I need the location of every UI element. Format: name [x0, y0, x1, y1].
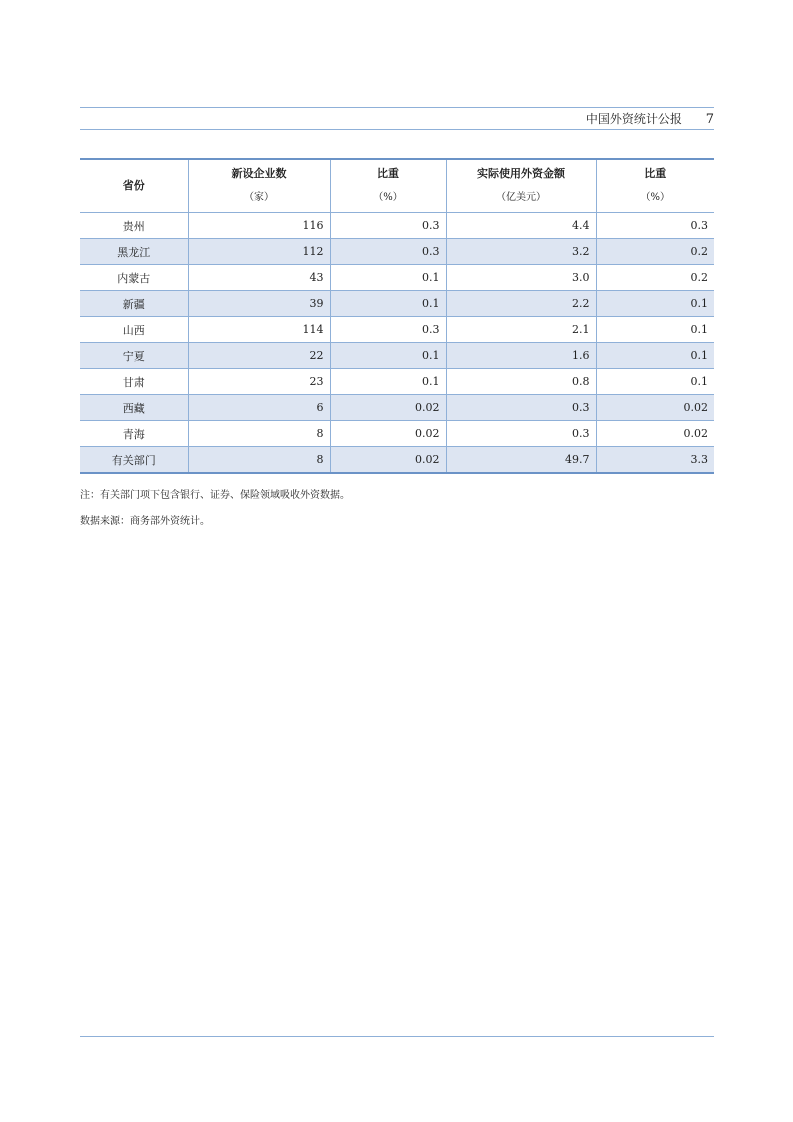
enterprise-share-cell: 0.02: [330, 395, 446, 421]
table-row: [80, 265, 714, 291]
column-header: [188, 159, 330, 213]
fdi-amount-cell: 3.2: [446, 239, 596, 265]
table-row: [80, 317, 714, 343]
column-header: [330, 159, 446, 213]
column-header-label: 比重: [377, 167, 399, 180]
column-header: [446, 159, 596, 213]
new-enterprises-cell: 116: [188, 213, 330, 239]
fdi-amount-cell: 0.3: [446, 395, 596, 421]
column-header-unit: （家）: [244, 192, 274, 203]
enterprise-share-cell: 0.1: [330, 291, 446, 317]
table-row: [80, 343, 714, 369]
fdi-amount-cell: 2.1: [446, 317, 596, 343]
enterprise-share-cell: 0.1: [330, 265, 446, 291]
column-header-unit: （亿美元）: [496, 192, 546, 203]
column-header-unit: （%）: [640, 192, 670, 203]
enterprise-share-cell: 0.1: [330, 343, 446, 369]
column-header: [596, 159, 714, 213]
province-cell: 甘肃: [80, 369, 188, 395]
fdi-share-cell: 3.3: [596, 447, 714, 474]
fdi-share-cell: 0.1: [596, 343, 714, 369]
fdi-share-cell: 0.1: [596, 369, 714, 395]
report-title: 中国外资统计公报: [585, 112, 682, 126]
column-header-label: 省份: [122, 179, 145, 192]
footer-rule: [80, 1036, 714, 1037]
new-enterprises-cell: 6: [188, 395, 330, 421]
new-enterprises-cell: 22: [188, 343, 330, 369]
fdi-share-cell: 0.02: [596, 395, 714, 421]
new-enterprises-cell: 23: [188, 369, 330, 395]
header-rule-bottom: [80, 129, 714, 130]
fdi-share-cell: 0.2: [596, 265, 714, 291]
province-cell: 贵州: [80, 213, 188, 239]
table-header-row: [80, 159, 714, 213]
province-fdi-table: [80, 158, 714, 474]
province-cell: 西藏: [80, 395, 188, 421]
fdi-amount-cell: 3.0: [446, 265, 596, 291]
province-cell: 宁夏: [80, 343, 188, 369]
enterprise-share-cell: 0.02: [330, 447, 446, 474]
enterprise-share-cell: 0.02: [330, 421, 446, 447]
province-fdi-table-container: [80, 158, 714, 474]
header-rule-top: [80, 107, 714, 108]
province-cell: 内蒙古: [80, 265, 188, 291]
new-enterprises-cell: 43: [188, 265, 330, 291]
new-enterprises-cell: 39: [188, 291, 330, 317]
fdi-share-cell: 0.1: [596, 317, 714, 343]
table-row: [80, 421, 714, 447]
fdi-amount-cell: 4.4: [446, 213, 596, 239]
column-header-unit: （%）: [373, 192, 403, 203]
footnote: 注：有关部门项下包含银行、证券、保险领域吸收外资数据。: [80, 490, 350, 501]
fdi-share-cell: 0.02: [596, 421, 714, 447]
table-notes: [80, 483, 714, 535]
page-number: 7: [705, 112, 714, 127]
enterprise-share-cell: 0.3: [330, 213, 446, 239]
fdi-amount-cell: 49.7: [446, 447, 596, 474]
table-row: [80, 239, 714, 265]
new-enterprises-cell: 112: [188, 239, 330, 265]
fdi-share-cell: 0.3: [596, 213, 714, 239]
new-enterprises-cell: 8: [188, 447, 330, 474]
table-row: [80, 447, 714, 474]
province-cell: 有关部门: [80, 447, 188, 474]
page-header: [80, 110, 714, 128]
column-header-label: 实际使用外资金额: [477, 167, 565, 180]
column-header-label: 新设企业数: [231, 167, 287, 180]
enterprise-share-cell: 0.3: [330, 239, 446, 265]
new-enterprises-cell: 8: [188, 421, 330, 447]
new-enterprises-cell: 114: [188, 317, 330, 343]
fdi-amount-cell: 0.3: [446, 421, 596, 447]
table-row: [80, 213, 714, 239]
fdi-amount-cell: 1.6: [446, 343, 596, 369]
fdi-amount-cell: 0.8: [446, 369, 596, 395]
column-header-label: 比重: [644, 167, 667, 180]
table-row: [80, 369, 714, 395]
fdi-share-cell: 0.1: [596, 291, 714, 317]
province-cell: 青海: [80, 421, 188, 447]
data-source-note: 数据来源：商务部外资统计。: [80, 516, 210, 527]
table-row: [80, 291, 714, 317]
fdi-amount-cell: 2.2: [446, 291, 596, 317]
enterprise-share-cell: 0.3: [330, 317, 446, 343]
table-row: [80, 395, 714, 421]
column-header: [80, 159, 188, 213]
province-cell: 黑龙江: [80, 239, 188, 265]
province-cell: 新疆: [80, 291, 188, 317]
fdi-share-cell: 0.2: [596, 239, 714, 265]
enterprise-share-cell: 0.1: [330, 369, 446, 395]
province-cell: 山西: [80, 317, 188, 343]
